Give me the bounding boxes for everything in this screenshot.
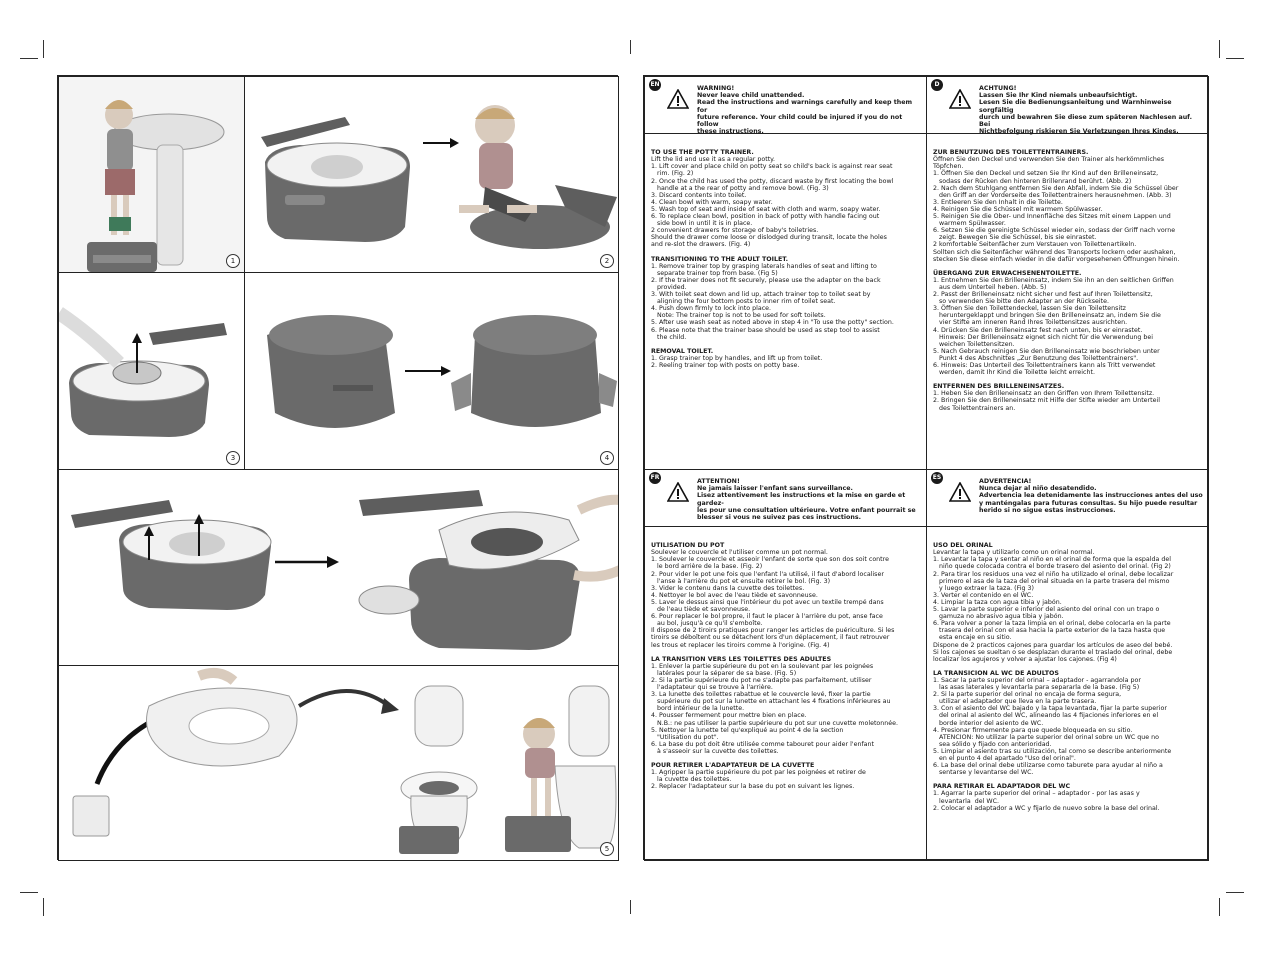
- removing-bowl-illustration: [59, 273, 245, 470]
- instructions-text: [933, 135, 1204, 419]
- paragraph: 1. Heben Sie den Brilleneinsatz an den Griffen von Ihrem Toilettensitz. 2. Bringen Sie den Brilleneinsatz mit Hilfe der Stifte wieder am Unterteil des Toilettentrainers an.: [933, 390, 1160, 412]
- figure-number: 4: [600, 451, 614, 465]
- section-heading: ÜBERGANG ZUR ERWACHSENENTOILETTE.: [933, 269, 1082, 277]
- language-flag: D: [931, 79, 943, 91]
- paragraph: 1. Entnehmen Sie den Brilleneinsatz, indem Sie ihn an den seitlichen Griffen aus dem Unterteil heben. (Abb. 5) 2. Passt der Brilleneinsatz nicht sicher und fest auf Ihren Toilettensitz, so verwenden Sie bitte den Adapter an der Rückseite. 3. Öffnen Sie den Toilettendeckel, lassen Sie den Toilettensitz heruntergeklappt und bringen Sie den Brilleneinsatz an, indem Sie die vier Stifte am inneren Rand Ihres Toilettensitzes ausrichten. 4. Drücken Sie den Brilleneinsatz fest nach unten, bis er einrastet. Hinweis: Der Brilleneinsatz eignet sich nicht für die Verwendung bei weichen Toilettensitzen. 5. Nach Gebrauch reinigen Sie den Brilleneinsatz wie beschrieben unter Punkt 4 des Abschnittes „Zur Benutzung des Toilettentrainers". 6. Hinweis: Das Unterteil des Toilettentrainers kann als Tritt verwendet werden, damit Ihr Kind die Toilette leicht erreicht.: [933, 276, 1174, 377]
- paragraph: 1. Agarrar la parte superior del orinal – adaptador - por las asas y levantarla del WC. 2. Colocar el adaptador a WC y fijarlo de nuevo sobre la base del orinal.: [933, 790, 1160, 812]
- section-spanish: [926, 469, 1209, 861]
- instructions-text: [651, 528, 922, 798]
- paragraph: 1. Grasp trainer top by handles, and lift up from toilet. 2. Reeling trainer top with posts on potty base.: [651, 354, 823, 369]
- warning-triangle-icon: [667, 89, 689, 109]
- section-heading: USO DEL ORINAL: [933, 542, 993, 550]
- figure-1-panel: [58, 76, 245, 273]
- instruction-page: [643, 75, 1208, 860]
- section-heading: PARA RETIRAR EL ADAPTADOR DEL WC: [933, 783, 1071, 791]
- warning-triangle-icon: [667, 482, 689, 502]
- figure-3-panel: [58, 272, 245, 470]
- instructions-text: [933, 528, 1204, 819]
- section-heading: ZUR BENUTZUNG DES TOILETTENTRAINERS.: [933, 149, 1089, 157]
- crop-mark: [20, 58, 38, 59]
- paragraph: 1. Remove trainer top by grasping laterals handles of seat and lifting to separate trainer top from base. (Fig 5) 2. If the trainer does not fit securely, please use the adapter on the back provided. 3. With toilet seat down and lid up, attach trainer top to toilet seat by aligning the four bottom posts to inner rim of toilet seat. 4. Push down firmly to lock into place. Note: The trainer top is not to be used for soft toilets. 5. After use wash seat as noted above in step 4 in "To use the potty" section. 6. Please note that the trainer base should be used as step tool to assist the child.: [651, 262, 894, 341]
- crop-mark: [1226, 892, 1244, 893]
- paragraph: Lift the lid and use it as a regular potty. 1. Lift cover and place child on potty seat so child's back is against rear seat rim. (Fig. 2) 2. Once the child has used the potty, discard waste by first locating the bowl handle at a the rear of potty and remove bowl. (Fig. 3) 3. Discard contents into toilet. 4. Clean bowl with warm, soapy water. 5. Wash top of seat and inside of seat with cloth and warm, soapy water. 6. To replace clean bowl, position in back of potty with handle facing out side bowl in until it is in place. 2 convenient drawers for storage of baby's toiletries. Should the drawer come loose or dislodged during transit, locate the holes and re-slot the drawers. (Fig. 4): [651, 156, 894, 249]
- warning-box: [645, 77, 926, 134]
- section-heading: TRANSITIONING TO THE ADULT TOILET.: [651, 255, 789, 263]
- figure-5-bottom-panel: [58, 665, 619, 861]
- crop-mark: [1219, 898, 1220, 916]
- section-heading: LA TRANSITION VERS LES TOILETTES DES ADULTES: [651, 655, 832, 663]
- paragraph: 1. Enlever la partie supérieure du pot en la soulevant par les poignées latérales pour la séparer de sa base. (Fig. 5) 2. Si la partie supérieure du pot ne s'adapte pas parfaitement, utiliser l'adaptateur qui se trouve à l'arrière. 3. La lunette des toilettes rabattue et le couvercle levé, fixer la partie supérieure du pot sur la lunette en attachant les 4 fixations inférieures au bord intérieur de la lunette. 4. Pousser fermement pour mettre bien en place. N.B.: ne pas utiliser la partie supérieure du pot sur une cuvette moletonnée. 5. Nettoyer la lunette tel qu'expliqué au point 4 de la section "Utilisation du pot". 6. La base du pot doit être utilisée comme tabouret pour aider l'enfant à s'asseoir sur la cuvette des toilettes.: [651, 662, 899, 755]
- crop-mark: [1226, 58, 1244, 59]
- paragraph: Öffnen Sie den Deckel und verwenden Sie den Trainer als herkömmliches Töpfchen. 1. Öffnen Sie den Deckel und setzen Sie Ihr Kind auf den Brilleneinsatz, sodass der Rücken den hinteren Brillenrand berührt. (Abb. 2) 2. Nach dem Stuhlgang entfernen Sie den Abfall, indem Sie die Schüssel über den Griff an der Vorderseite des Toilettentrainers herausnehmen. (Abb. 3) 3. Entleeren Sie den Inhalt in die Toilette. 4. Reinigen Sie die Schüssel mit warmem Spülwasser. 5. Reinigen Sie die Ober- und Innenfläche des Sitzes mit einem Lappen und warmem Spülwasser. 6. Setzen Sie die gereinigte Schüssel wieder ein, sodass der Griff nach vorne zeigt. Bewegen Sie die Schüssel, bis sie einrastet. 2 komfortable Seitenfächer zum Verstauen von Toilettenartikeln. Sollten sich die Seitenfächer während des Transports lockern oder aushaken, stecken Sie diese einfach wieder in die dafür vorgesehenen Öffnungen hinein.: [933, 156, 1180, 263]
- language-flag: FR: [649, 472, 661, 484]
- warning-box: [645, 470, 926, 527]
- figure-number: 2: [600, 254, 614, 268]
- section-heading: UTILISATION DU POT: [651, 542, 725, 550]
- section-heading: LA TRANSICION AL WC DE ADULTOS: [933, 669, 1059, 677]
- paragraph: Soulever le couvercle et l'utiliser comme un pot normal. 1. Soulever le couvercle et asseoir l'enfant de sorte que son dos soit contre le bord arrière de la base. (Fig. 2) 2. Pour vider le pot une fois que l'enfant l'a utilisé, il faut d'abord localiser l'anse à l'arrière du pot et ensuite retirer le bol. (Fig. 3) 3. Vider le contenu dans la cuvette des toilettes. 4. Nettoyer le bol avec de l'eau tiède et savonneuse. 5. Laver le dessus ainsi que l'intérieur du pot avec un textile trempé dans de l'eau tiède et savonneuse. 6. Pour replacer le bol propre, il faut le placer à l'arrière du pot, anse face au bol, jusqu'à ce qu'il s'emboîte. Il dispose de 2 tiroirs pratiques pour ranger les articles de puériculture. Si les tiroirs se déboîtent ou se détachent lors d'un déplacement, il faut retrouver les trous et replacer les tiroirs comme à l'origine. (Fig. 4): [651, 549, 895, 649]
- warning-triangle-icon: [949, 482, 971, 502]
- paragraph: 1. Sacar la parte superior del orinal – adaptador - agarrandola por las asas laterales y levantarla para separarla de la base. (Fig 5) 2. Si la parte superior del orinal no encaja de forma segura, utilizar el adaptador que lleva en la parte trasera. 3. Con el asiento del WC bajado y la tapa levantada, fijar la parte superior del orinal al asiento del WC, alineando las 4 fijaciones inferiores en el borde interior del asiento de WC. 4. Presionar firmemente para que quede bloqueada en su sitio. ATENCION: No utilizar la parte superior del orinal sobre un WC que no sea sólido y fijado con anterioridad. 5. Limpiar el asiento tras su utilización, tal como se describe anteriormente en el punto 4 del apartado "Uso del orinal". 6. La base del orinal debe utilizarse como taburete para ayudar al niño a sentarse y levantarse del WC.: [933, 676, 1172, 777]
- warning-text: WARNING! Never leave child unattended. Read the instructions and warnings carefully and keep them for future reference. Your child could be injured if you do not follow these instructions.: [697, 85, 913, 136]
- section-heading: POUR RETIRER L'ADAPTATEUR DE LA CUVETTE: [651, 762, 815, 770]
- figure-number: 3: [226, 451, 240, 465]
- attaching-trainer-to-toilet-illustration: [59, 666, 619, 861]
- warning-box: [927, 77, 1208, 134]
- paragraph: Levantar la tapa y utilizarlo como un orinal normal. 1. Levantar la tapa y sentar al niño en el orinal de forma que la espalda del niño quede colocada contra el borde trasero del asiento del orinal. (Fig 2) 2. Para tirar los residuos una vez el niño ha utilizado el orinal, debe localizar primero el asa de la taza del orinal situada en la parte trasera del mismo y luego extraer la taza. (Fig 3) 3. Verter el contenido en el WC. 4. Limpiar la taza con agua tibia y jabón. 5. Lavar la parte superior e inferior del asiento del orinal con un trapo o gamuza no abrasivo agua tibia y jabón. 6. Para volver a poner la taza limpia en el orinal, debe colocarla en la parte trasera del orinal con el asa hacia la parte exterior de la taza hasta que esta encaje en su sitio. Dispone de 2 practicos cajones para guardar los artículos de aseo del bebé. Si los cajones se sueltan o se desplazan durante el traslado del orinal, debe localizar los agujeros y volver a ajustar los cajones. (Fig 4): [933, 549, 1174, 663]
- warning-text: ATTENTION! Ne jamais laisser l'enfant sans surveillance. Lisez attentivement les instructions et la mise en garde et gardez- les pour une consultation ultérieure. Votre enfant pourrait se blesser si vous ne suivez pas ces instructions.: [697, 478, 916, 522]
- instructions-text: [651, 135, 922, 376]
- crop-mark: [1219, 40, 1220, 58]
- step-stool-drawers-illustration: [245, 273, 619, 470]
- section-heading: TO USE THE POTTY TRAINER.: [651, 149, 754, 157]
- illustration-page: [57, 75, 618, 860]
- figure-number: 5: [600, 842, 614, 856]
- crop-mark: [630, 900, 631, 914]
- section-heading: REMOVAL TOILET.: [651, 347, 714, 355]
- warning-box: [927, 470, 1208, 527]
- section-french: [644, 469, 927, 861]
- crop-mark: [630, 40, 631, 54]
- paragraph: 1. Agripper la partie supérieure du pot par les poignées et retirer de la cuvette des toilettes. 2. Replacer l'adaptateur sur la base du pot en suivant les lignes.: [651, 769, 866, 791]
- warning-text: ACHTUNG! Lassen Sie Ihr Kind niemals unbeaufsichtigt. Lesen Sie die Bedienungsanleitung und Warnhinweise sorgfältig durch und bewahren Sie diese zum späteren Nachlesen auf. Bei Nichtbefolgung riskieren Sie Verletzungen Ihres Kindes.: [979, 85, 1192, 136]
- language-flag: ES: [931, 472, 943, 484]
- language-flag: EN: [649, 79, 661, 91]
- figure-number: 1: [226, 254, 240, 268]
- removing-trainer-top-illustration: [59, 470, 619, 666]
- figure-2-panel: [244, 76, 619, 273]
- crop-mark: [43, 898, 44, 916]
- section-english: [644, 76, 927, 470]
- crop-mark: [20, 892, 38, 893]
- crop-mark: [43, 40, 44, 58]
- warning-text: ADVERTENCIA! Nunca dejar al niño desatendido. Advertencia lea detenidamente las instrucciones antes del uso y manténgalas para futuras consultas. Su hijo puede resultar herido si no sigue estas instrucciones.: [979, 478, 1203, 514]
- warning-triangle-icon: [949, 89, 971, 109]
- child-at-sink-illustration: [59, 77, 245, 273]
- figure-5-top-panel: [58, 469, 619, 666]
- potty-and-seated-child-illustration: [245, 77, 619, 273]
- section-heading: ENTFERNEN DES BRILLENEINSATZES.: [933, 383, 1065, 391]
- section-german: [926, 76, 1209, 470]
- figure-4-panel: [244, 272, 619, 470]
